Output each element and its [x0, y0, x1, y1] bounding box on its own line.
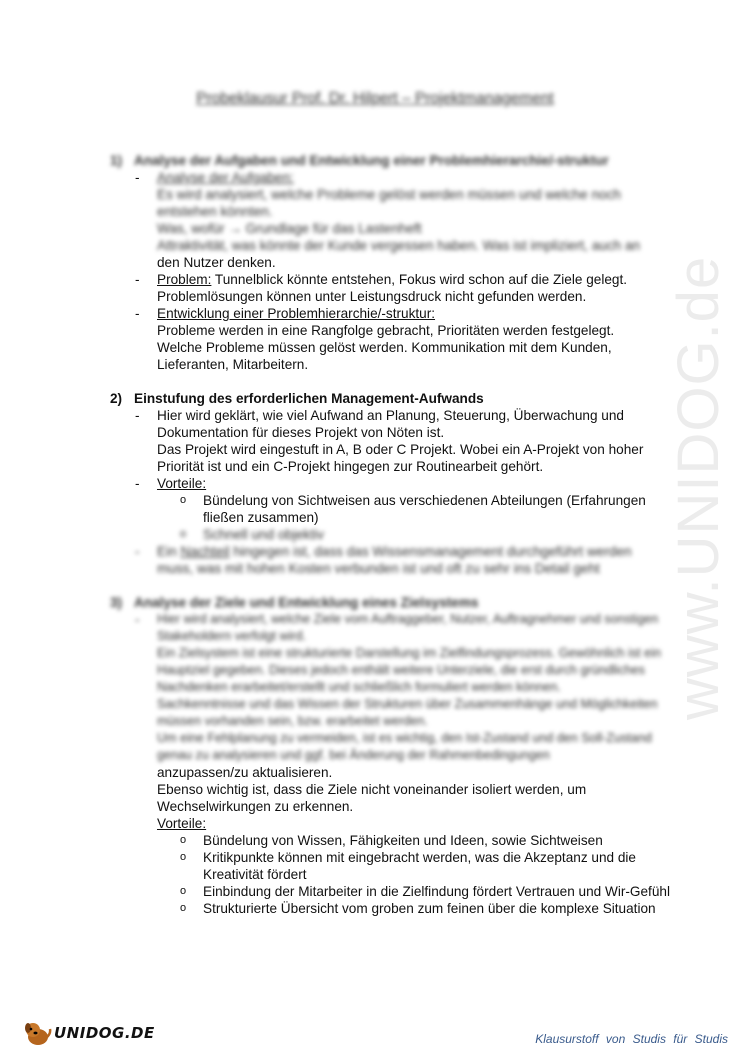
sub-bullet [157, 526, 670, 543]
bullet-item [134, 169, 670, 271]
section-heading: Einstufung des erforderlichen Management-Aufwands [134, 391, 484, 406]
circle-marker: o [180, 885, 187, 897]
bullet-item [134, 271, 670, 305]
circle-marker: o [180, 494, 187, 506]
bullet-label: Nachteil [180, 544, 230, 559]
paragraph-line: den Nutzer denken. [157, 255, 276, 270]
paragraph-line: Ein Zielsystem ist eine strukturierte Darstellung im Zielfindungsprozess. Gewöhnlich ist ein Hauptziel gegeben. Dieses jedoch enthält weitere Unterziele, die erst durch gründliches Nachdenken erarbeitet/erstellt und schließlich formuliert werden können. [157, 646, 661, 694]
bullet-label: Analyse der Aufgaben: [157, 170, 294, 185]
sub-bullet [157, 900, 670, 917]
dog-mascot-icon [22, 1018, 52, 1048]
paragraph-line: Hier wird geklärt, wie viel Aufwand an Planung, Steuerung, Überwachung und Dokumentation für dieses Projekt von Nöten ist. [157, 408, 624, 440]
bullet-item [134, 543, 670, 577]
watermark: www.UNIDOG.de [666, 255, 731, 720]
bullet-label: Vorteile: [157, 816, 207, 831]
paragraph-line: Welche Probleme müssen gelöst werden. Kommunikation mit dem Kunden, Lieferanten, Mitarbeitern. [157, 340, 612, 372]
footer-tagline: Klausurstoff von Studis für Studis [535, 1032, 728, 1046]
bullet-label: Vorteile: [157, 476, 207, 491]
logo-text: UNIDOG.DE [54, 1024, 155, 1042]
section-number: 2) [110, 391, 123, 406]
section-2 [110, 390, 670, 577]
paragraph-line: Attraktivität, was könnte der Kunde vergessen haben. Was ist impliziert, auch an [157, 238, 641, 253]
sub-bullet [157, 832, 670, 849]
sub-bullet-text: Schnell und objektiv [203, 527, 324, 542]
circle-marker: o [180, 834, 187, 846]
dash-marker: - [135, 272, 140, 287]
section-number: 1) [110, 153, 123, 168]
section-3 [110, 594, 670, 917]
paragraph-line: Probleme werden in eine Rangfolge gebracht, Prioritäten werden festgelegt. [157, 323, 615, 338]
sub-bullet [157, 883, 670, 900]
paragraph-text: hingegen ist, dass das Wissensmanagement durchgeführt werden muss, was mit hohen Kosten verbunden ist und oft zu sehr ins Detail geht [157, 544, 632, 576]
dash-marker: - [135, 170, 140, 185]
sub-bullet [157, 492, 670, 526]
bullet-label: Entwicklung einer Problemhierarchie/-struktur: [157, 306, 436, 321]
dash-marker: - [135, 408, 140, 423]
dash-marker: - [135, 544, 140, 559]
paragraph-line: Um eine Fehlplanung zu vermeiden, ist es wichtig, den Ist-Zustand und den Soll-Zustand genau zu analysieren und ggf. bei Änderung der Rahmenbedingungen [157, 731, 652, 762]
paragraph-text: Ein [157, 544, 181, 559]
paragraph-line: Hier wird analysiert, welche Ziele vom Auftraggeber, Nutzer, Auftragnehmer und sonstigen Stakeholdern verfolgt wird. [157, 612, 659, 643]
bullet-label: Problem: [157, 272, 212, 287]
paragraph-line: Es wird analysiert, welche Probleme gelöst werden müssen und welche noch entstehen könnten. [157, 187, 621, 219]
document-body [110, 152, 670, 934]
bullet-item [134, 475, 670, 543]
paragraph-line: Sachkenntnisse und das Wissen der Strukturen über Zusammenhänge und Möglichkeiten müssen vorhanden sein, bzw. erarbeitet werden. [157, 697, 658, 728]
bullet-item [134, 407, 670, 475]
sub-bullet-text: Kritikpunkte können mit eingebracht werden, was die Akzeptanz und die Kreativität fördert [203, 850, 636, 882]
sub-bullet [157, 849, 670, 883]
dash-marker: - [135, 476, 140, 491]
bullet-item [134, 611, 670, 917]
dash-marker: - [135, 306, 140, 321]
section-heading: Analyse der Ziele und Entwicklung eines Zielsystems [134, 595, 479, 610]
page-title: Probeklausur Prof. Dr. Hilpert – Projektmanagement [196, 90, 554, 107]
circle-marker: o [180, 902, 187, 914]
paragraph-line: Was, wofür → Grundlage für das Lastenheft [157, 221, 422, 236]
paragraph-line: Ebenso wichtig ist, dass die Ziele nicht voneinander isoliert werden, um Wechselwirkungen zu erkennen. [157, 782, 587, 814]
paragraph-line: anzupassen/zu aktualisieren. [157, 765, 333, 780]
sub-bullet-text: Einbindung der Mitarbeiter in die Zielfindung fördert Vertrauen und Wir-Gefühl [203, 884, 670, 899]
sub-bullet-text: Strukturierte Übersicht vom groben zum feinen über die komplexe Situation [203, 901, 656, 916]
unidog-logo[interactable] [22, 1018, 155, 1048]
bullet-item [134, 305, 670, 373]
sub-bullet-text: Bündelung von Wissen, Fähigkeiten und Ideen, sowie Sichtweisen [203, 833, 603, 848]
dash-marker: - [135, 612, 140, 627]
circle-marker: o [180, 528, 187, 540]
circle-marker: o [180, 851, 187, 863]
paragraph-line: Problemlösungen können unter Leistungsdruck nicht gefunden werden. [157, 289, 587, 304]
paragraph-line: Das Projekt wird eingestuft in A, B oder C Projekt. Wobei ein A-Projekt von hoher Priorität ist und ein C-Projekt hingegen zur Routinearbeit gehört. [157, 442, 644, 474]
paragraph-text: Tunnelblick könnte entstehen, Fokus wird schon auf die Ziele gelegt. [211, 272, 628, 287]
section-number: 3) [110, 595, 123, 610]
section-1 [110, 152, 670, 373]
sub-bullet-text: Bündelung von Sichtweisen aus verschiedenen Abteilungen (Erfahrungen fließen zusammen) [203, 493, 646, 525]
section-heading: Analyse der Aufgaben und Entwicklung einer Problemhierarchie/-struktur [134, 153, 609, 168]
